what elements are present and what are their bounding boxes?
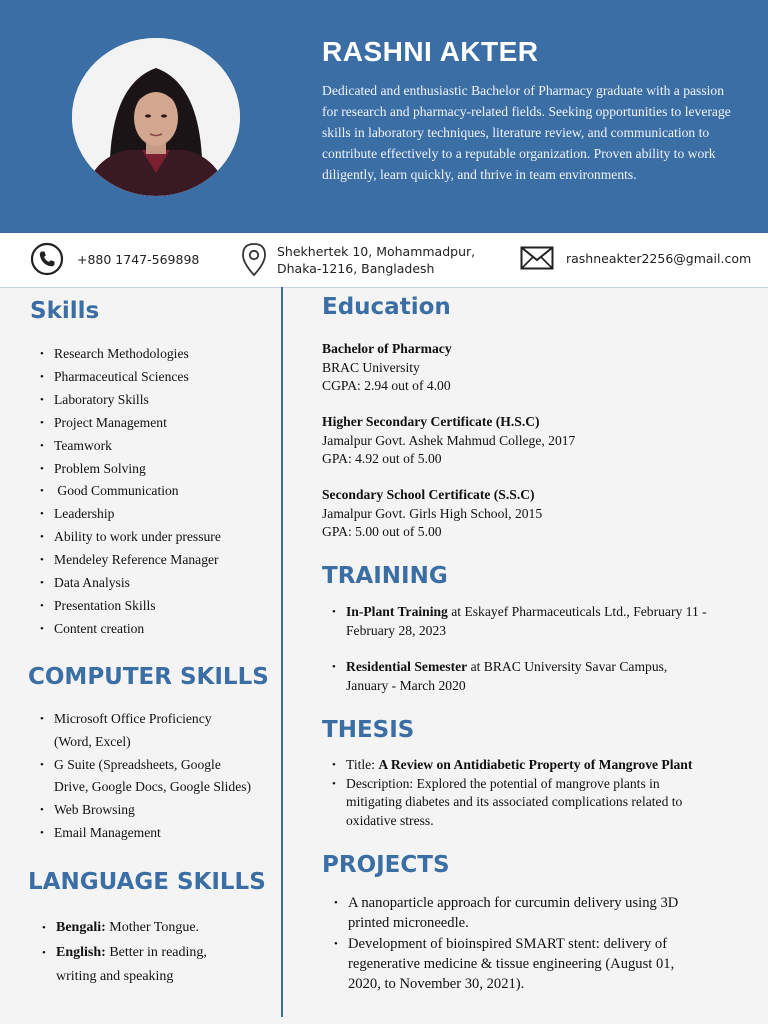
institution: BRAC University <box>322 359 420 375</box>
degree-title: Higher Secondary Certificate (H.S.C) <box>322 414 540 429</box>
location-pin-icon <box>241 242 267 278</box>
training-detail: at BRAC University Savar Campus, <box>467 659 668 674</box>
project-line: • A nanoparticle approach for curcumin delivery using 3D <box>348 895 679 911</box>
projects-heading: PROJECTS <box>322 852 450 878</box>
training-detail: at Eskayef Pharmaceuticals Ltd., February 11 - <box>447 604 707 619</box>
address-line-1: Shekhertek 10, Mohammadpur, <box>277 244 476 259</box>
thesis-list <box>324 756 764 830</box>
email-text[interactable]: rashneakter2256@gmail.com <box>566 250 752 266</box>
skill-item: • Problem Solving <box>32 458 221 481</box>
skill-item: • Good Communication <box>32 480 221 503</box>
language-skills-heading: LANGUAGE SKILLS <box>28 869 266 895</box>
institution: Jamalpur Govt. Girls High School, 2015 <box>322 505 543 521</box>
contact-email <box>520 246 751 270</box>
institution: Jamalpur Govt. Ashek Mahmud College, 2017 <box>322 432 576 448</box>
training-detail-cont: January - March 2020 <box>346 677 466 693</box>
skill-item: • Mendeley Reference Manager <box>32 549 221 572</box>
language-level: Better in reading, <box>105 944 207 960</box>
skill-item: • Data Analysis <box>32 572 221 595</box>
thesis-title-item <box>324 756 764 775</box>
computer-skill-line: Drive, Google Docs, Google Slides) <box>54 779 252 795</box>
profile-summary: Dedicated and enthusiastic Bachelor of Pharmacy graduate with a passion for research and pharmacy-related fields. Seeking opportunities to leverage skills in laboratory techniques, literature review, and communication to contribute effectively to a reputable organization. Proven ability to work diligently, learn quickly, and thrive in team environments. <box>322 83 731 182</box>
contact-bar <box>0 233 768 288</box>
training-name: In-Plant Training <box>346 604 448 619</box>
skill-item: • Pharmaceutical Sciences <box>32 366 221 389</box>
training-list <box>324 603 768 695</box>
training-heading: TRAINING <box>322 563 448 589</box>
contact-phone <box>30 242 199 276</box>
language-skills-list <box>34 916 207 990</box>
skill-item: • Leadership <box>32 503 221 526</box>
column-divider <box>281 287 283 1017</box>
education-heading: Education <box>322 294 451 320</box>
project-line: • Development of bioinspired SMART stent: delivery of <box>348 935 668 952</box>
phone-text[interactable]: +880 1747-569898 <box>77 251 200 267</box>
project-item <box>326 893 766 934</box>
phone-icon <box>30 242 64 276</box>
computer-skill-line: (Word, Excel) <box>54 733 131 749</box>
education-entry <box>322 413 575 469</box>
address-line-2: Dhaka-1216, Bangladesh <box>277 261 435 276</box>
thesis-description-item <box>324 775 764 831</box>
education-entry <box>322 340 452 396</box>
computer-skill-item <box>32 708 251 754</box>
envelope-icon <box>520 246 554 270</box>
skill-item: • Project Management <box>32 412 221 435</box>
language-level-cont: writing and speaking <box>56 969 174 984</box>
computer-skill-line: • Email Management <box>54 824 161 840</box>
project-line: 2020, to November 30, 2021). <box>348 976 525 993</box>
profile-photo <box>72 38 240 196</box>
language-item <box>34 941 207 990</box>
skills-list <box>32 343 221 641</box>
computer-skill-item <box>32 754 251 800</box>
result: GPA: 5.00 out of 5.00 <box>322 524 442 539</box>
skill-item: • Research Methodologies <box>32 343 221 366</box>
computer-skill-line: • Microsoft Office Proficiency <box>54 711 212 726</box>
result: GPA: 4.92 out of 5.00 <box>322 451 442 466</box>
language-level: Mother Tongue. <box>105 920 200 935</box>
training-item <box>324 658 768 695</box>
thesis-title: A Review on Antidiabetic Property of Mangrove Plant <box>378 757 693 772</box>
degree-title: Bachelor of Pharmacy <box>322 341 452 356</box>
result: CGPA: 2.94 out of 4.00 <box>322 378 451 393</box>
project-line: regenerative medicine & tissue engineering (August 01, <box>348 955 675 972</box>
degree-title: Secondary School Certificate (S.S.C) <box>322 487 535 502</box>
skill-item: • Ability to work under pressure <box>32 526 221 549</box>
header-banner <box>0 0 768 233</box>
computer-skills-heading: COMPUTER SKILLS <box>28 664 269 690</box>
education-entry <box>322 486 542 542</box>
computer-skill-line: • G Suite (Spreadsheets, Google <box>54 756 221 772</box>
skills-heading: Skills <box>30 298 100 324</box>
candidate-name: RASHNI AKTER <box>322 36 539 67</box>
thesis-heading: THESIS <box>322 717 415 743</box>
training-name: Residential Semester <box>346 659 468 674</box>
skill-item: • Presentation Skills <box>32 595 221 618</box>
thesis-description-line: mitigating diabetes and its associated complications related to <box>346 794 683 809</box>
language-name: Bengali: <box>56 920 106 935</box>
projects-list <box>326 893 766 994</box>
training-detail-cont: February 28, 2023 <box>346 622 447 638</box>
language-name: English: <box>56 944 106 960</box>
skill-item: • Teamwork <box>32 435 221 458</box>
skill-item: • Content creation <box>32 618 221 641</box>
computer-skill-line: • Web Browsing <box>54 802 135 818</box>
contact-address <box>241 242 475 278</box>
computer-skill-item <box>32 799 251 822</box>
skill-item: • Laboratory Skills <box>32 389 221 412</box>
thesis-description-line: • Description: Explored the potential of mangrove plants in <box>346 775 660 791</box>
training-item <box>324 603 768 640</box>
thesis-title-label: Title: <box>346 757 379 772</box>
computer-skill-item <box>32 822 251 845</box>
project-item <box>326 934 766 995</box>
language-item <box>34 916 207 941</box>
project-line: printed microneedle. <box>348 915 469 932</box>
computer-skills-list <box>32 708 251 845</box>
thesis-description-line: oxidative stress. <box>346 812 434 828</box>
